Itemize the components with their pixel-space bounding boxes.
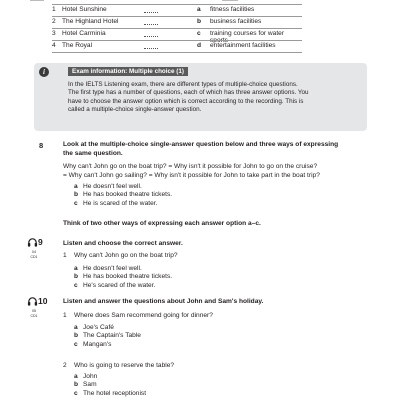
question-10-number: 10 [38, 296, 48, 306]
question-8-number: 8 [39, 141, 44, 150]
question-10-sub1-number: 1 [63, 312, 67, 319]
question-10-sub1-question: Where does Sam recommend going for dinner? [74, 312, 213, 319]
answer-blank[interactable] [144, 24, 158, 25]
track-label: 04 CD1 [30, 250, 38, 259]
matching-row [52, 17, 302, 27]
option-text: Sam [83, 381, 97, 389]
option-text: He has booked theatre tickets. [83, 191, 173, 199]
option-letter: c [74, 281, 78, 289]
row-number: 3 [52, 30, 56, 37]
top-edge [0, 0, 400, 2]
option-letter: b [74, 191, 79, 199]
option-text: business facilities [210, 18, 262, 25]
instruction-line: the same question. [63, 149, 123, 157]
option-text: He doesn't feel well. [83, 183, 142, 190]
option-letter: b [74, 273, 79, 281]
question-10-sub2-number: 2 [63, 362, 67, 369]
answer-option[interactable] [74, 273, 172, 281]
question-9-number: 9 [38, 237, 43, 247]
question-9-options [74, 265, 172, 290]
info-line: called a multiple-choice single-answer question. [68, 105, 202, 113]
row-number: 1 [52, 6, 56, 13]
option-text: training courses for water sports [210, 30, 285, 44]
question-10-sub2-question: Who is going to reserve the table? [74, 362, 175, 369]
answer-option [74, 200, 172, 208]
option-letter: a [74, 265, 78, 272]
info-icon: i [39, 67, 49, 77]
option-letter: b [74, 332, 79, 340]
option-text: He's scared of the water. [83, 281, 156, 289]
option-letter: a [74, 373, 78, 380]
option-letter: d [197, 42, 202, 49]
edge-mark-left [30, 0, 44, 1]
track-label: 05 CD1 [30, 309, 38, 318]
answer-option[interactable] [74, 390, 146, 398]
option-letter: c [74, 199, 78, 207]
question-8-example [63, 163, 320, 180]
option-letter: a [74, 324, 78, 331]
instruction-line: Look at the multiple-choice single-answer question below and three ways of expressing [63, 141, 339, 148]
edge-mark-right [222, 0, 238, 1]
answer-option [74, 183, 172, 191]
row-number: 2 [52, 18, 56, 25]
question-8-instruction [63, 141, 338, 158]
option-text: Mangan's [83, 340, 112, 348]
matching-row [52, 29, 302, 44]
answer-option[interactable] [74, 282, 172, 290]
answer-option[interactable] [74, 341, 141, 349]
answer-option[interactable] [74, 373, 146, 381]
hotel-name: The Royal [62, 42, 93, 49]
matching-row [52, 5, 302, 15]
example-line: Why can't John go on the boat trip? = Why isn't it possible for John to go on the cruise? [63, 163, 318, 170]
option-letter: b [74, 381, 79, 389]
hotel-name: The Highland Hotel [62, 18, 119, 25]
headphones-icon [27, 296, 38, 307]
matching-row [52, 41, 302, 51]
answer-option[interactable] [74, 381, 146, 389]
option-letter: c [74, 340, 78, 348]
question-9-sub-number: 1 [63, 252, 67, 259]
option-letter: c [197, 30, 201, 37]
question-10-sub2-options [74, 373, 146, 398]
hotel-name: Hotel Sunshine [62, 6, 107, 13]
exam-info-box [34, 63, 367, 131]
question-8-options [74, 183, 172, 208]
question-8-think: Think of two other ways of expressing each answer option a–c. [63, 220, 261, 227]
option-text: He is scared of the water. [83, 199, 158, 207]
option-text: He has booked theatre tickets. [83, 273, 173, 281]
hotel-name: Hotel Carminia [62, 30, 106, 37]
option-letter: c [74, 389, 78, 397]
option-letter: a [74, 183, 78, 190]
info-line: have to choose the answer option which is correct according to the recording. This is [68, 97, 304, 105]
question-10-sub1-options [74, 324, 141, 349]
answer-blank[interactable] [144, 36, 158, 37]
exam-info-heading: Exam information: Multiple choice (1) [68, 67, 188, 76]
answer-option[interactable] [74, 324, 141, 332]
row-number: 4 [52, 42, 56, 49]
option-text: John [83, 373, 98, 380]
option-text: The hotel receptionist [83, 389, 147, 397]
option-letter: b [197, 18, 202, 25]
option-text: fitness facilities [210, 6, 255, 13]
answer-option[interactable] [74, 332, 141, 340]
exam-info-text [68, 81, 364, 114]
answer-option [74, 191, 172, 199]
question-9-instruction: Listen and choose the correct answer. [63, 240, 183, 247]
info-line: The first type has a number of questions, each of which has three answer options. You [68, 89, 309, 97]
info-line: In the IELTS Listening exam, there are different types of multiple-choice questions. [68, 81, 298, 88]
option-letter: a [197, 6, 201, 13]
headphones-icon [27, 237, 38, 248]
question-9-question: Why can't John go on the boat trip? [74, 252, 178, 259]
option-text: The Captain's Table [83, 332, 141, 340]
answer-option[interactable] [74, 265, 172, 273]
question-10-instruction: Listen and answer the questions about John and Sam's holiday. [63, 298, 264, 305]
answer-blank[interactable] [144, 12, 158, 13]
answer-blank[interactable] [144, 48, 158, 49]
table-rule [52, 52, 302, 53]
option-text: entertainment facilities [210, 42, 276, 49]
example-line: = Why can't John go sailing? = Why isn't it possible for John to take part in the boat trip? [63, 171, 320, 179]
option-text: He doesn't feel well. [83, 265, 142, 272]
option-text: Joe's Café [83, 324, 114, 331]
